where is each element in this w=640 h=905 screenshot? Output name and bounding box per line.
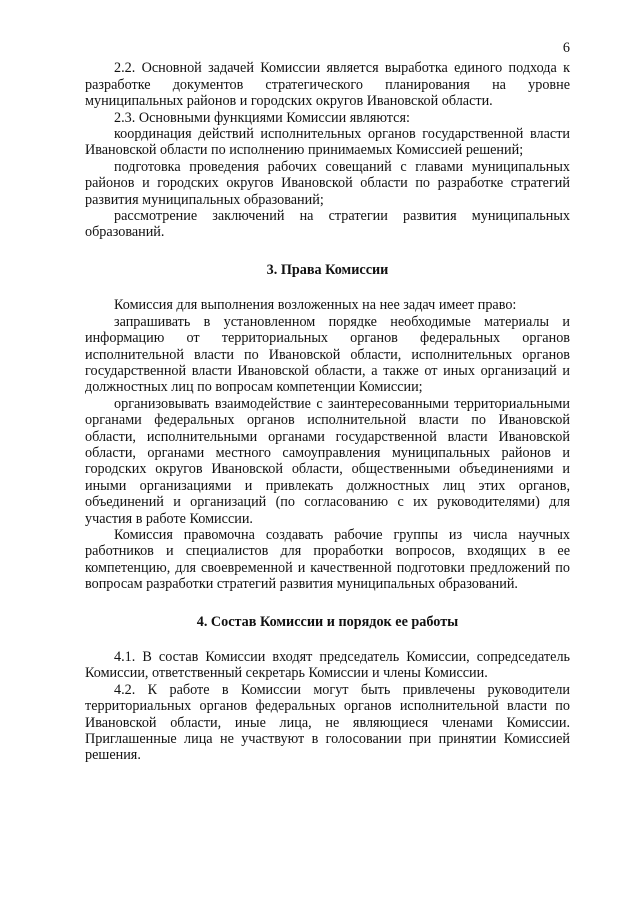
function-meetings: подготовка проведения рабочих совещаний с главами муниципальных районов и городских округов Ивановской области по разработке стратегий развития муниципальных образований; [85,158,570,208]
paragraph-2-3: 2.3. Основными функциями Комиссии являются: [114,109,410,126]
function-review: рассмотрение заключений на стратегии развития муниципальных образований. [85,208,570,241]
page-number: 6 [562,40,570,56]
section-4-heading: 4. Состав Комиссии и порядок ее работы [196,613,459,630]
right-organize-interaction: организовывать взаимодействие с заинтересованными территориальными органами федеральных органов исполнительной власти по Ивановской области, исполнительными органами государственной власти Ивановской области, органами местного самоуправления муниципальных районов и городских округов Ивановской области, общественными объединениями и иными организациями и привлекать должностных лиц этих органов, объединений и организаций (по согласованию с их руководителями) для участия в работе Комиссии. [85,395,570,527]
function-coordination: координация действий исполнительных органов государственной власти Ивановской области по исполнению принимаемых Комиссией решений; [85,126,570,159]
rights-intro: Комиссия для выполнения возложенных на нее задач имеет право: [114,297,517,314]
section-3-heading: 3. Права Комиссии [266,261,389,278]
paragraph-4-1: 4.1. В состав Комиссии входят председатель Комиссии, сопредседатель Комиссии, ответственный секретарь Комиссии и члены Комиссии. [85,649,570,682]
paragraph-4-2: 4.2. К работе в Комиссии могут быть привлечены руководители территориальных органов федеральных органов исполнительной власти по Ивановской области, иные лица, не являющиеся членами Комиссии. Приглашенные лица не участвуют в голосовании при принятии Комиссией решения. [85,681,570,764]
right-request-materials: запрашивать в установленном порядке необходимые материалы и информацию от территориальных органов федеральных органов исполнительной власти по Ивановской области, исполнительных органов государственной власти Ивановской области, а также от иных организаций и должностных лиц по вопросам компетенции Комиссии; [85,313,570,396]
right-working-groups: Комиссия правомочна создавать рабочие группы из числа научных работников и специалистов для проработки вопросов, входящих в ее компетенцию, для своевременной и качественной подготовки предложений по вопросам разработки стратегий развития муниципальных образований. [85,526,570,593]
paragraph-2-2: 2.2. Основной задачей Комиссии является выработка единого подхода к разработке документов стратегического планирования на уровне муниципальных районов и городских округов Ивановской области. [85,60,570,110]
